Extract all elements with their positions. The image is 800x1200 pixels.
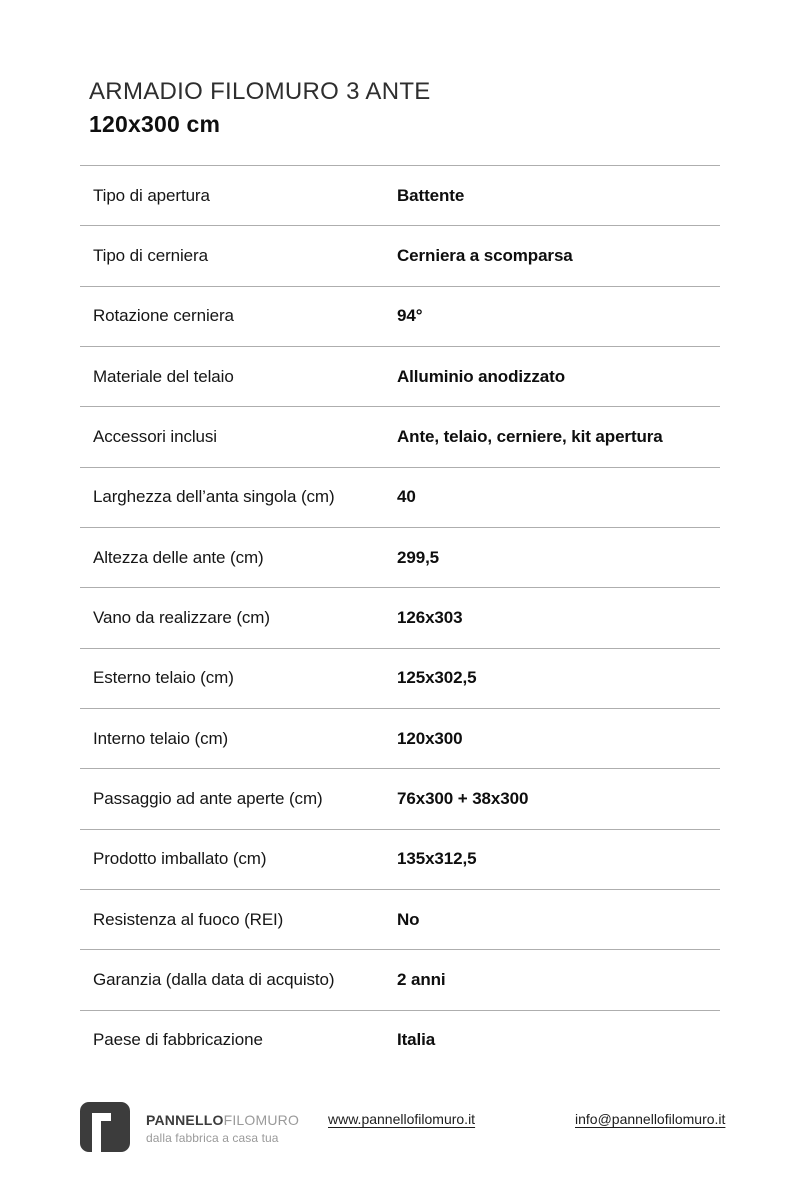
spec-row — [80, 346, 720, 406]
spec-label: Prodotto imballato (cm) — [93, 849, 267, 869]
spec-row — [80, 406, 720, 466]
spec-label: Passaggio ad ante aperte (cm) — [93, 789, 323, 809]
spec-value: 120x300 — [397, 728, 463, 748]
spec-label: Altezza delle ante (cm) — [93, 547, 264, 567]
spec-row — [80, 708, 720, 768]
email-link[interactable]: info@pannellofilomuro.it — [575, 1111, 726, 1127]
brand-tagline: dalla fabbrica a casa tua — [146, 1130, 279, 1145]
spec-label: Resistenza al fuoco (REI) — [93, 909, 284, 929]
spec-value: 299,5 — [397, 547, 440, 567]
spec-value: Alluminio anodizzato — [397, 366, 565, 386]
spec-table — [80, 165, 720, 1070]
spec-label: Larghezza dell’anta singola (cm) — [93, 487, 335, 507]
product-name: ARMADIO FILOMURO 3 ANTE — [89, 78, 431, 105]
spec-label: Paese di fabbricazione — [93, 1030, 263, 1050]
spec-label: Materiale del telaio — [93, 366, 234, 386]
spec-label: Garanzia (dalla data di acquisto) — [93, 970, 335, 990]
spec-row — [80, 949, 720, 1009]
spec-value: No — [397, 909, 420, 929]
door-logo-icon — [80, 1102, 130, 1154]
spec-label: Rotazione cerniera — [93, 306, 234, 326]
brand-name-bold: PANNELLO — [146, 1111, 224, 1128]
spec-label: Vano da realizzare (cm) — [93, 608, 270, 628]
spec-label: Esterno telaio (cm) — [93, 668, 234, 688]
spec-row — [80, 587, 720, 647]
spec-value: 40 — [397, 487, 416, 507]
spec-value: 76x300 + 38x300 — [397, 789, 529, 809]
brand-logo — [80, 1102, 299, 1154]
spec-value: 135x312,5 — [397, 849, 477, 869]
spec-value: Ante, telaio, cerniere, kit apertura — [397, 427, 663, 447]
spec-row — [80, 165, 720, 225]
spec-row — [80, 768, 720, 828]
website-link[interactable]: www.pannellofilomuro.it — [328, 1111, 476, 1127]
brand-name — [146, 1112, 299, 1128]
spec-row — [80, 286, 720, 346]
spec-row — [80, 648, 720, 708]
spec-value: 94° — [397, 306, 423, 326]
spec-row — [80, 527, 720, 587]
spec-value: Italia — [397, 1030, 436, 1050]
spec-row — [80, 225, 720, 285]
spec-label: Interno telaio (cm) — [93, 728, 229, 748]
spec-label: Accessori inclusi — [93, 427, 217, 447]
spec-row — [80, 467, 720, 527]
brand-name-light: FILOMURO — [223, 1111, 300, 1128]
spec-value: Cerniera a scomparsa — [397, 246, 573, 266]
spec-value: 2 anni — [397, 970, 446, 990]
spec-value: 125x302,5 — [397, 668, 477, 688]
spec-row — [80, 1010, 720, 1070]
spec-value: Battente — [397, 185, 465, 205]
brand-text — [146, 1112, 299, 1145]
spec-row — [80, 829, 720, 889]
spec-value: 126x303 — [397, 608, 463, 628]
spec-row — [80, 889, 720, 949]
title-block — [89, 78, 431, 138]
spec-label: Tipo di apertura — [93, 185, 210, 205]
spec-label: Tipo di cerniera — [93, 246, 208, 266]
product-size: 120x300 cm — [89, 111, 221, 137]
